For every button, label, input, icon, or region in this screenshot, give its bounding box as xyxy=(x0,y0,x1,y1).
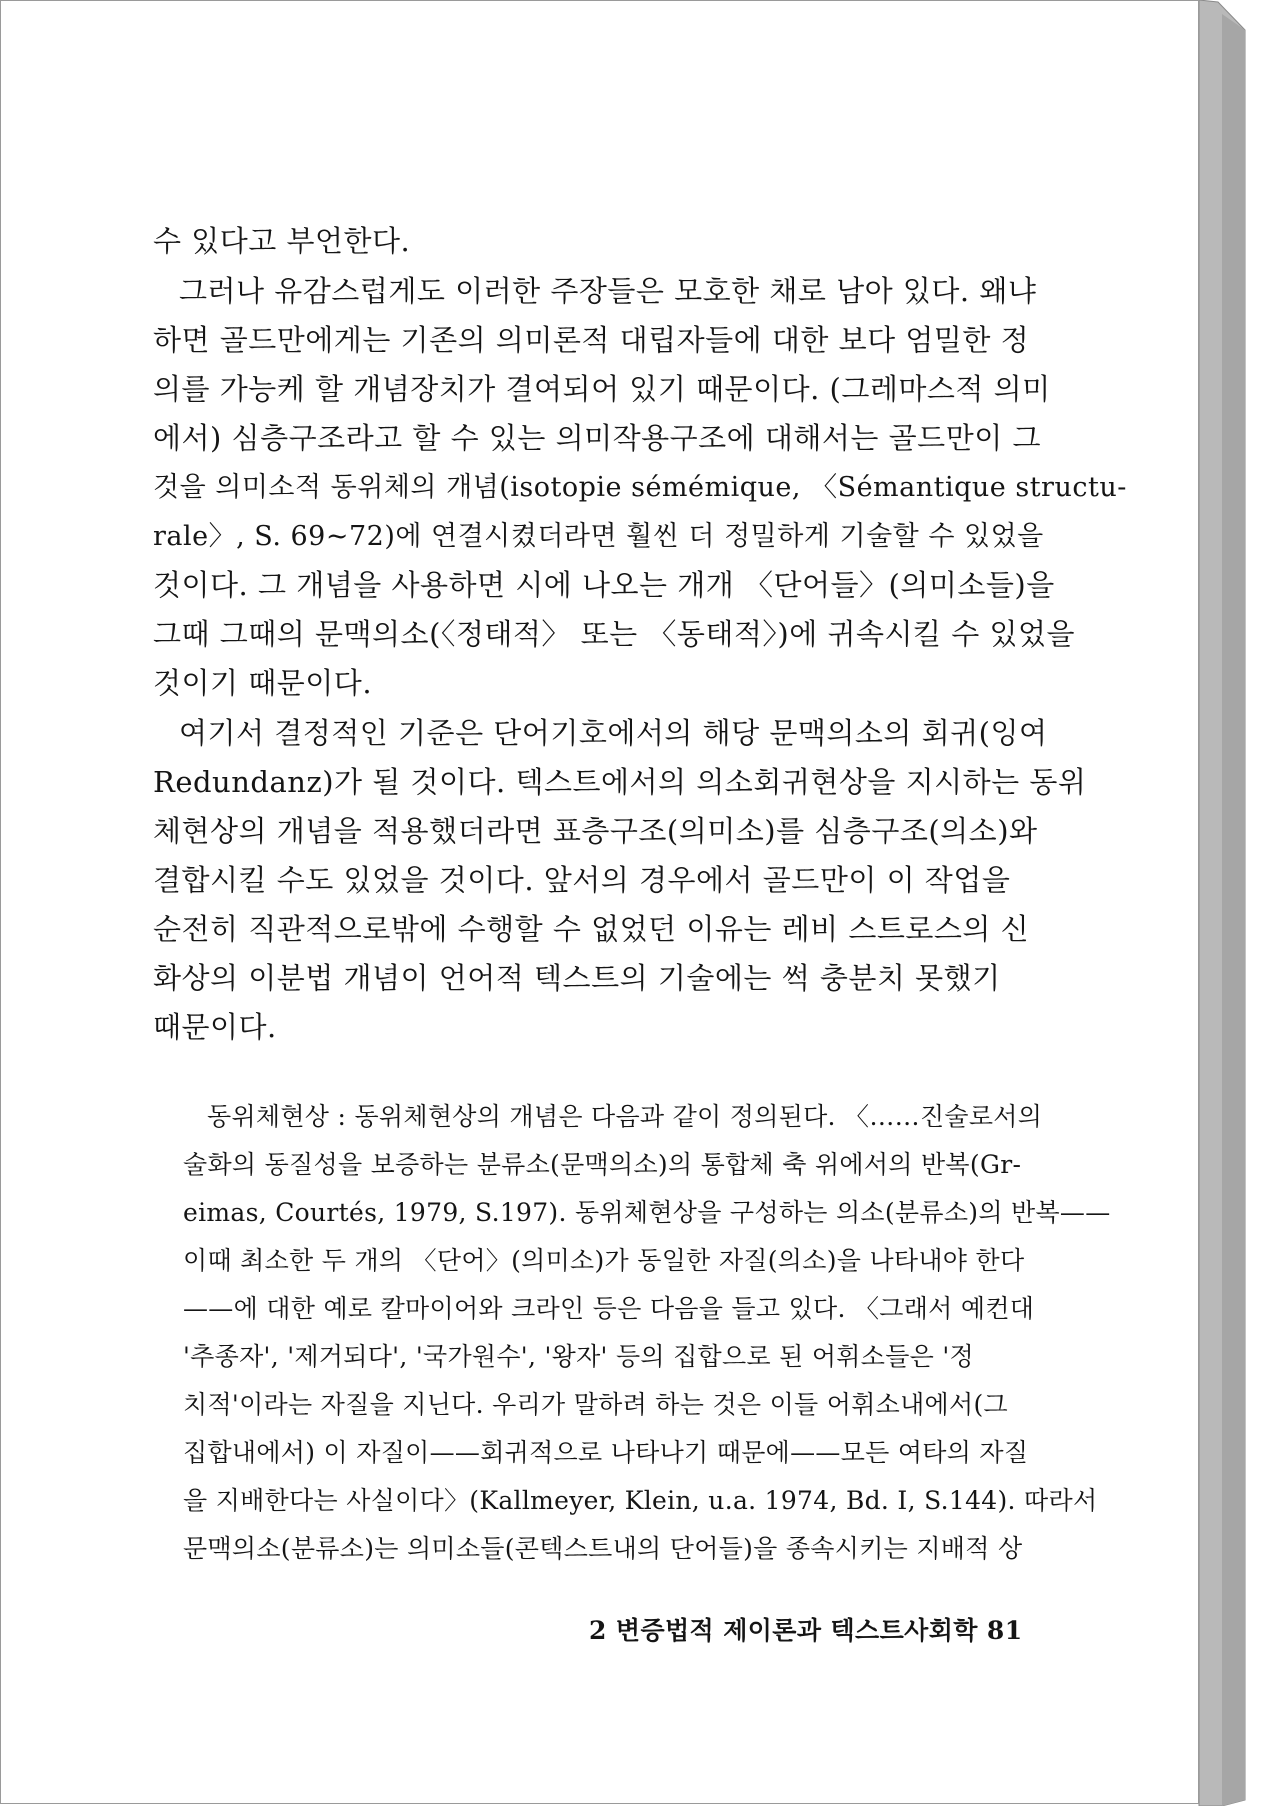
note-line: 동위체현상 : 동위체현상의 개념은 다음과 같이 정의된다. 〈……진술로서의 xyxy=(207,1102,1043,1131)
body-line: 그때 그때의 문맥의소(〈정태적〉 또는 〈동태적〉)에 귀속시킬 수 있었을 xyxy=(153,617,1076,651)
page-footer: 2 변증법적 제이론과 텍스트사회학 81 xyxy=(589,1616,1023,1645)
body-line: 에서) 심층구조라고 할 수 있는 의미작용구조에 대해서는 골드만이 그 xyxy=(153,421,1041,455)
body-line: 여기서 결정적인 기준은 단어기호에서의 해당 문맥의소의 회귀(잉여 xyxy=(179,716,1048,750)
note-line: 집합내에서) 이 자질이——회귀적으로 나타나기 때문에——모든 여타의 자질 xyxy=(183,1438,1029,1467)
body-line: 의를 가능케 할 개념장치가 결여되어 있기 때문이다. (그레마스적 의미 xyxy=(153,372,1051,406)
body-line: 수 있다고 부언한다. xyxy=(153,224,411,258)
body-line: 것이기 때문이다. xyxy=(153,666,373,700)
body-line: 화상의 이분법 개념이 언어적 텍스트의 기술에는 썩 충분치 못했기 xyxy=(153,961,1001,995)
note-line: eimas, Courtés, 1979, S.197). 동위체현상을 구성하는 의소(분류소)의 반복—— xyxy=(183,1198,1111,1227)
body-line: 체현상의 개념을 적용했더라면 표층구조(의미소)를 심층구조(의소)와 xyxy=(153,814,1038,848)
body-line: 결합시킬 수도 있었을 것이다. 앞서의 경우에서 골드만이 이 작업을 xyxy=(153,863,1011,897)
body-line: rale〉, S. 69~72)에 연결시켰더라면 훨씬 더 정밀하게 기술할 수 있었을 xyxy=(153,521,1044,552)
body-line: 것이다. 그 개념을 사용하면 시에 나오는 개개 〈단어들〉(의미소들)을 xyxy=(153,568,1055,602)
note-line: 술화의 동질성을 보증하는 분류소(문맥의소)의 통합체 축 위에서의 반복(Gr- xyxy=(183,1150,1022,1179)
note-line: '추종자', '제거되다', '국가원수', '왕자' 등의 집합으로 된 어휘소들은 '정 xyxy=(183,1342,974,1371)
note-line: 문맥의소(분류소)는 의미소들(콘텍스트내의 단어들)을 종속시키는 지배적 상 xyxy=(183,1534,1023,1563)
note-line: 치적'이라는 자질을 지닌다. 우리가 말하려 하는 것은 이들 어휘소내에서(그 xyxy=(183,1390,1008,1419)
body-line: 하면 골드만에게는 기존의 의미론적 대립자들에 대한 보다 엄밀한 정 xyxy=(153,323,1030,357)
body-line: Redundanz)가 될 것이다. 텍스트에서의 의소회귀현상을 지시하는 동위 xyxy=(153,765,1087,799)
note-line: 이때 최소한 두 개의 〈단어〉(의미소)가 동일한 자질(의소)을 나타내야 한다 xyxy=(183,1246,1025,1275)
note-line: 을 지배한다는 사실이다〉(Kallmeyer, Klein, u.a. 1974, Bd. I, S.144). 따라서 xyxy=(183,1486,1098,1515)
note-line: ——에 대한 예로 칼마이어와 크라인 등은 다음을 들고 있다. 〈그래서 예컨대 xyxy=(183,1294,1035,1323)
body-line: 순전히 직관적으로밖에 수행할 수 없었던 이유는 레비 스트로스의 신 xyxy=(153,912,1030,946)
body-line: 것을 의미소적 동위체의 개념(isotopie sémémique, 〈Sémantique structu- xyxy=(153,472,1127,503)
body-line: 때문이다. xyxy=(153,1010,277,1044)
body-line: 그러나 유감스럽게도 이러한 주장들은 모호한 채로 남아 있다. 왜냐 xyxy=(179,274,1037,308)
